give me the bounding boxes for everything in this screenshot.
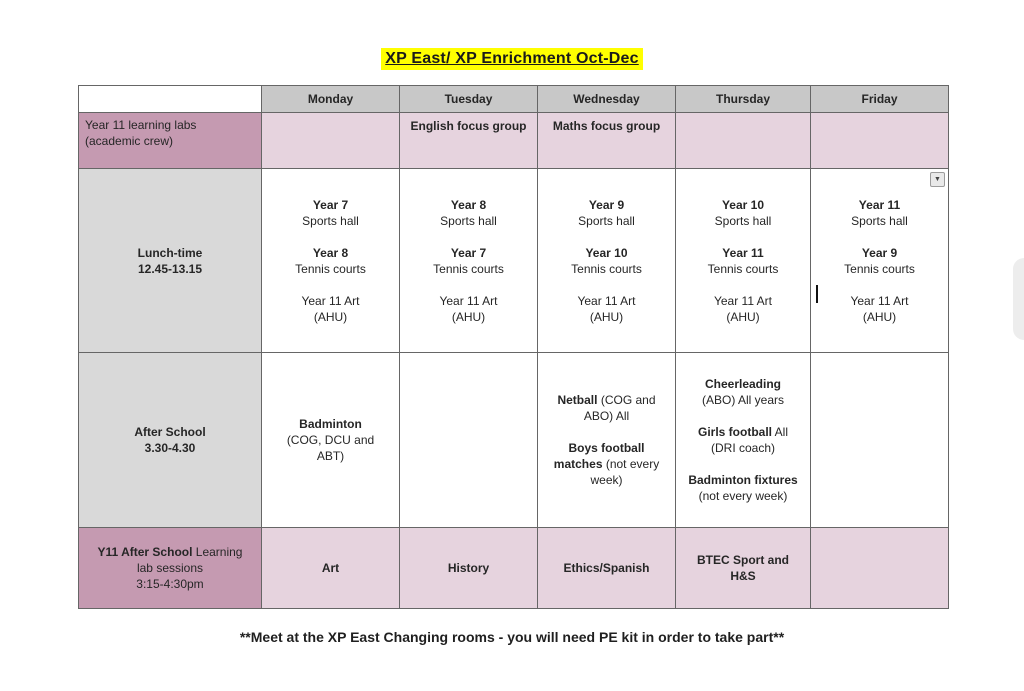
- text-span: Year 9: [588, 197, 625, 212]
- page-title: XP East/ XP Enrichment Oct-Dec: [381, 48, 643, 70]
- text-line: [859, 197, 900, 213]
- cell-thursday-y11-after-school[interactable]: [676, 528, 811, 609]
- cell-wednesday-learning-labs[interactable]: [538, 113, 676, 169]
- row-label-after-school[interactable]: [79, 353, 262, 528]
- cell-tuesday-lunch[interactable]: [400, 169, 538, 353]
- text-line: [138, 261, 202, 277]
- text-line: [98, 544, 243, 560]
- text-span: lab sessions: [136, 561, 204, 575]
- text-span: Tennis courts: [433, 261, 504, 276]
- cell-monday-learning-labs[interactable]: [262, 113, 400, 169]
- cell-friday-y11-after-school[interactable]: [811, 528, 949, 609]
- day-header-label: Thursday: [715, 92, 770, 106]
- row-label-lunch[interactable]: [79, 169, 262, 353]
- text-line: [705, 376, 781, 392]
- text-line: [317, 448, 344, 464]
- day-header-label: Wednesday: [573, 92, 640, 106]
- text-span: Year 11 Art: [577, 293, 636, 308]
- text-span: matches: [553, 457, 603, 471]
- text-line: [287, 432, 374, 448]
- text-line: [313, 197, 348, 213]
- text-span: Badminton: [299, 417, 362, 431]
- text-span: ABO) All: [583, 409, 630, 423]
- text-line: [726, 309, 759, 325]
- text-line: [134, 424, 205, 440]
- text-line: [578, 213, 635, 229]
- text-span: Sports hall: [714, 213, 772, 228]
- text-span: Year 11 learning labs: [85, 118, 197, 132]
- text-span: Year 10: [721, 197, 765, 212]
- text-line: [145, 440, 196, 456]
- text-line: [411, 118, 527, 134]
- text-span: (ABO) All years: [701, 393, 785, 407]
- text-span: (AHU): [313, 309, 348, 324]
- text-line: [138, 245, 203, 261]
- text-span: (AHU): [589, 309, 624, 324]
- text-span: Year 9: [861, 245, 898, 260]
- text-line: [563, 560, 649, 576]
- text-span: (academic crew): [85, 134, 174, 148]
- text-span: Year 10: [585, 245, 628, 260]
- text-span: Year 11 Art: [850, 293, 909, 308]
- text-span: Sports hall: [851, 213, 908, 228]
- text-span: Maths focus group: [552, 119, 661, 133]
- day-header-label: Friday: [861, 92, 898, 106]
- chevron-down-icon: ▼: [934, 176, 941, 183]
- text-line: [844, 261, 915, 277]
- text-span: (not every: [602, 457, 660, 471]
- text-line: [715, 213, 772, 229]
- text-line: [862, 245, 897, 261]
- text-line: [439, 293, 497, 309]
- text-line: [301, 293, 359, 309]
- text-line: [577, 293, 635, 309]
- text-line: [440, 213, 497, 229]
- text-span: Year 11 Art: [439, 293, 498, 308]
- text-line: [850, 293, 908, 309]
- text-span: Art: [321, 561, 340, 575]
- text-line: [85, 133, 173, 149]
- text-line: [584, 408, 629, 424]
- text-line: [295, 261, 366, 277]
- text-line: [589, 197, 624, 213]
- text-span: Year 11: [858, 197, 901, 212]
- text-span: H&S: [730, 569, 756, 583]
- day-header-wednesday[interactable]: [538, 86, 676, 113]
- text-span: week): [590, 473, 623, 487]
- day-header-label: Tuesday: [444, 92, 493, 106]
- text-line: [85, 117, 196, 133]
- text-line: [554, 456, 659, 472]
- cell-monday-after-school[interactable]: [262, 353, 400, 528]
- text-span: Boys football: [568, 441, 645, 455]
- cell-wednesday-after-school[interactable]: [538, 353, 676, 528]
- text-span: History: [447, 561, 490, 575]
- text-span: Girls football: [697, 425, 772, 439]
- text-span: (DRI coach): [710, 441, 775, 455]
- text-line: [568, 440, 644, 456]
- text-line: [433, 261, 504, 277]
- text-span: (not every week): [698, 489, 788, 503]
- cell-wednesday-y11-after-school[interactable]: [538, 528, 676, 609]
- text-line: [711, 440, 775, 456]
- dropdown-icon[interactable]: [930, 172, 945, 187]
- text-line: [322, 560, 339, 576]
- title-row: [0, 48, 1024, 70]
- text-span: Tennis courts: [295, 261, 366, 276]
- text-line: [698, 424, 788, 440]
- text-span: (COG, DCU and: [286, 433, 375, 447]
- text-span: Lunch-time: [137, 245, 203, 260]
- text-span: Cheerleading: [704, 377, 782, 391]
- text-line: [851, 213, 908, 229]
- scrollbar-thumb[interactable]: [1013, 258, 1024, 340]
- cell-tuesday-learning-labs[interactable]: [400, 113, 538, 169]
- text-span: Tennis courts: [707, 261, 779, 276]
- text-line: [722, 197, 764, 213]
- text-line: [448, 560, 489, 576]
- day-header-thursday[interactable]: [676, 86, 811, 113]
- cell-wednesday-lunch[interactable]: [538, 169, 676, 353]
- text-line: [137, 560, 203, 576]
- cell-tuesday-after-school[interactable]: [400, 353, 538, 528]
- cell-thursday-after-school[interactable]: [676, 353, 811, 528]
- text-line: [313, 245, 348, 261]
- text-span: ABT): [316, 449, 345, 463]
- text-line: [590, 309, 623, 325]
- cell-friday-lunch[interactable]: [811, 169, 949, 353]
- cell-monday-y11-after-school[interactable]: [262, 528, 400, 609]
- text-span: (COG and: [597, 393, 656, 407]
- text-line: [697, 552, 789, 568]
- text-span: Sports hall: [578, 213, 635, 228]
- text-span: Year 11 Art: [301, 293, 360, 308]
- text-span: Ethics/Spanish: [563, 561, 650, 575]
- text-line: [136, 576, 203, 592]
- text-span: (AHU): [862, 309, 897, 324]
- text-span: Year 11: [722, 245, 764, 260]
- text-span: Sports hall: [440, 213, 497, 228]
- cell-friday-learning-labs[interactable]: [811, 113, 949, 169]
- enrichment-timetable: [78, 85, 949, 609]
- text-line: [585, 245, 627, 261]
- text-line: [699, 488, 788, 504]
- corner-cell[interactable]: [79, 86, 262, 113]
- text-line: [302, 213, 359, 229]
- row-label-y11-after-school[interactable]: [79, 528, 262, 609]
- text-span: 12.45-13.15: [137, 261, 203, 276]
- text-span: All: [772, 425, 789, 439]
- cell-tuesday-y11-after-school[interactable]: [400, 528, 538, 609]
- text-span: Learning: [192, 545, 243, 559]
- text-line: [714, 293, 772, 309]
- text-span: Badminton fixtures: [688, 473, 798, 487]
- text-span: Y11 After School: [97, 545, 193, 559]
- cell-thursday-lunch[interactable]: [676, 169, 811, 353]
- text-span: After School: [134, 425, 206, 439]
- text-span: (AHU): [726, 309, 760, 324]
- text-span: Year 7: [312, 197, 349, 212]
- footer-note: **Meet at the XP East Changing rooms - you will need PE kit in order to take part**: [239, 629, 785, 645]
- cell-monday-lunch[interactable]: [262, 169, 400, 353]
- text-line: [451, 245, 486, 261]
- text-line: [702, 392, 784, 408]
- text-line: [314, 309, 347, 325]
- day-header-label: Monday: [307, 92, 354, 106]
- text-span: English focus group: [410, 119, 527, 133]
- text-span: Year 11 Art: [713, 293, 773, 308]
- text-line: [688, 472, 797, 488]
- text-span: Year 7: [450, 245, 487, 260]
- text-line: [722, 245, 763, 261]
- text-span: Year 8: [312, 245, 349, 260]
- text-span: BTEC Sport and: [697, 553, 789, 567]
- text-span: (AHU): [451, 309, 486, 324]
- text-line: [571, 261, 642, 277]
- cell-friday-after-school[interactable]: [811, 353, 949, 528]
- day-header-tuesday[interactable]: [400, 86, 538, 113]
- text-line: [863, 309, 896, 325]
- text-span: Sports hall: [302, 213, 359, 228]
- row-label-learning-labs[interactable]: [79, 113, 262, 169]
- cell-thursday-learning-labs[interactable]: [676, 113, 811, 169]
- day-header-friday[interactable]: [811, 86, 949, 113]
- text-line: [299, 416, 362, 432]
- text-cursor: [816, 285, 818, 303]
- text-span: 3:15-4:30pm: [136, 577, 204, 591]
- text-span: Year 8: [450, 197, 487, 212]
- text-span: Tennis courts: [844, 261, 915, 276]
- text-span: Netball: [557, 393, 598, 407]
- text-line: [708, 261, 779, 277]
- text-line: [590, 472, 622, 488]
- text-line: [730, 568, 755, 584]
- text-line: [451, 197, 486, 213]
- day-header-monday[interactable]: [262, 86, 400, 113]
- text-line: [452, 309, 485, 325]
- text-span: 3.30-4.30: [144, 441, 196, 455]
- text-line: [557, 392, 655, 408]
- text-line: [553, 118, 660, 134]
- text-span: Tennis courts: [571, 261, 642, 276]
